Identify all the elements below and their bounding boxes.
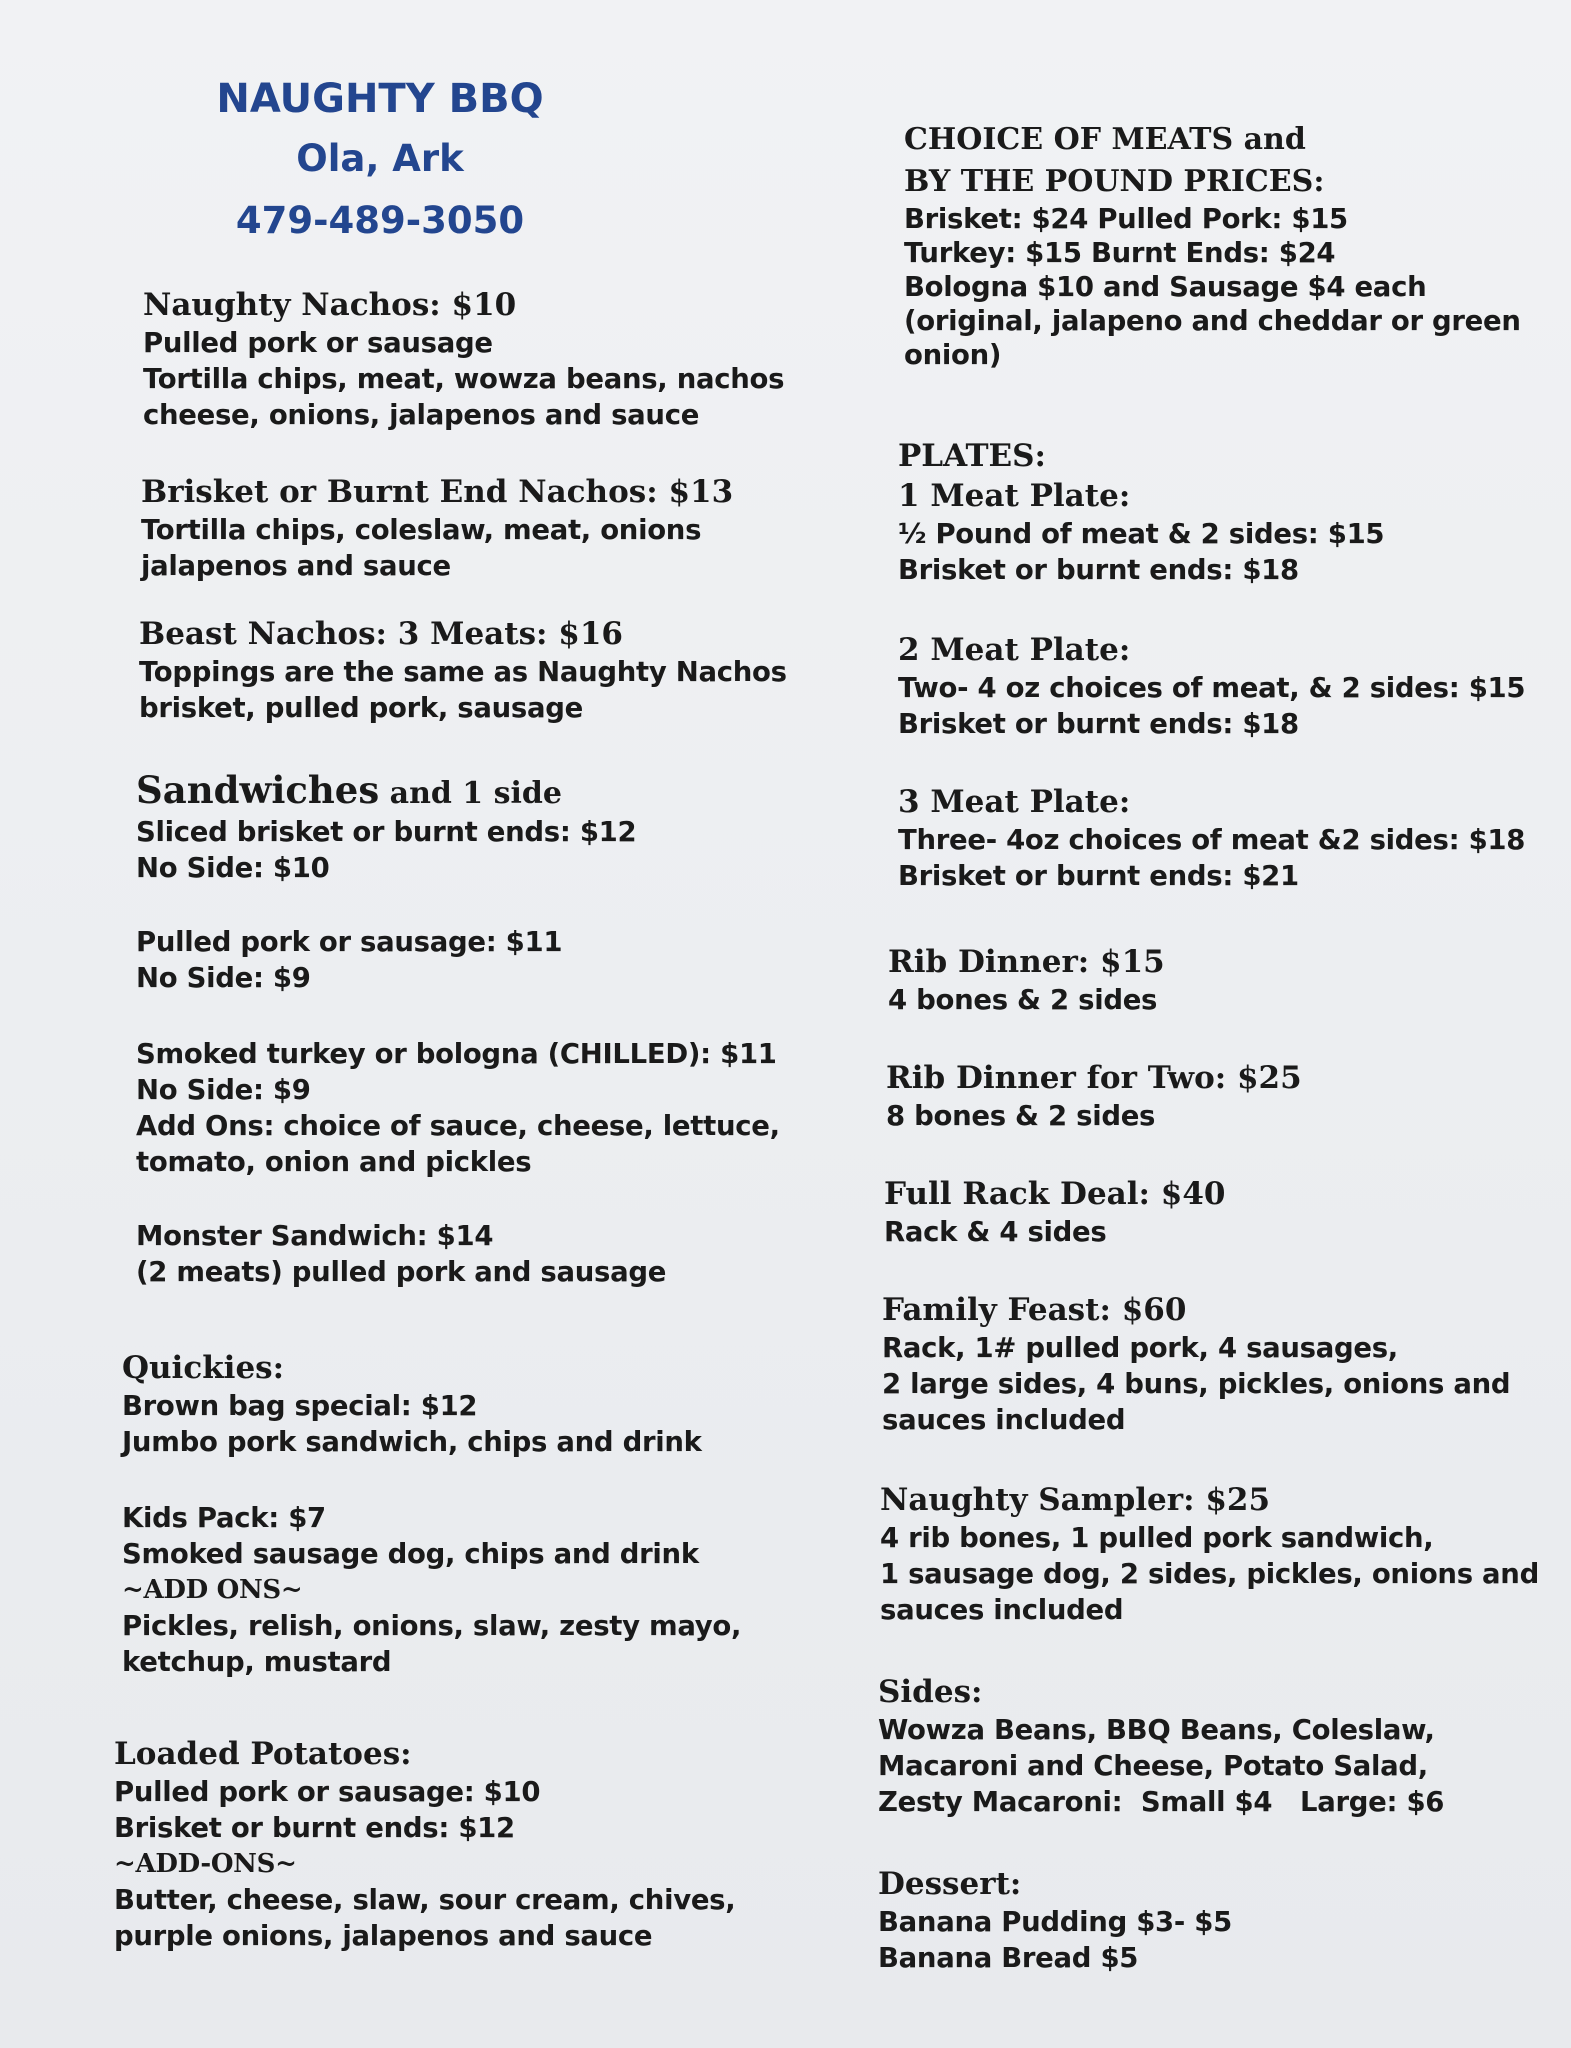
three-meat-plate-title: 3 Meat Plate:: [898, 784, 1131, 820]
naughty-sampler-section: [880, 1480, 1539, 1628]
item-line: Rack & 4 sides: [884, 1216, 1107, 1248]
sides-section: [878, 1672, 1444, 1820]
item-line: Tortilla chips, coleslaw, meat, onions: [141, 514, 702, 546]
sandwiches-title-rest: and 1 side: [379, 776, 562, 811]
section-title: Sides:: [878, 1674, 983, 1710]
item-line: Sliced brisket or burnt ends: $12: [136, 816, 637, 848]
section-title: Naughty Sampler: $25: [880, 1482, 1271, 1518]
item-line: Smoked sausage dog, chips and drink: [122, 1538, 699, 1570]
section-title: Loaded Potatoes:: [114, 1736, 412, 1772]
item-line: Three- 4oz choices of meat &2 sides: $18: [898, 824, 1526, 856]
restaurant-phone: 479-489-3050: [235, 199, 525, 242]
section-title: CHOICE OF MEATS and: [904, 122, 1306, 157]
section-title: Dessert:: [878, 1866, 1022, 1902]
item-line: Wowza Beans, BBQ Beans, Coleslaw,: [878, 1714, 1435, 1746]
quickies-section: [122, 1348, 741, 1680]
item-line: Two- 4 oz choices of meat, & 2 sides: $15: [898, 672, 1526, 704]
item-line: Brisket: $24 Pulled Pork: $15: [904, 203, 1348, 235]
dessert-section: [878, 1864, 1232, 1976]
item-line: Brown bag special: $12: [122, 1390, 478, 1422]
item-line: Pulled pork or sausage: $10: [114, 1776, 541, 1808]
one-meat-plate-title: 1 Meat Plate:: [898, 478, 1131, 514]
restaurant-header: [150, 70, 610, 252]
addons-label: ~ADD-ONS~: [114, 1849, 297, 1879]
item-line: Toppings are the same as Naughty Nachos: [139, 656, 787, 688]
item-line: Butter, cheese, slaw, sour cream, chives,: [114, 1884, 736, 1916]
section-title: [136, 770, 780, 814]
item-line: 4 bones & 2 sides: [888, 984, 1158, 1016]
addons-label: ~ADD ONS~: [122, 1575, 303, 1605]
item-line: No Side: $10: [136, 852, 330, 884]
item-line: Brisket or burnt ends: $18: [898, 554, 1299, 586]
item-line: 8 bones & 2 sides: [886, 1100, 1156, 1132]
item-line: Brisket or burnt ends: $21: [898, 860, 1299, 892]
item-line: Pulled pork or sausage: $11: [136, 926, 563, 958]
item-line: Bologna $10 and Sausage $4 each: [904, 271, 1427, 303]
family-feast-section: [882, 1290, 1510, 1438]
item-line: jalapenos and sauce: [141, 550, 451, 582]
item-line: ketchup, mustard: [122, 1646, 392, 1678]
item-line: ½ Pound of meat & 2 sides: $15: [898, 518, 1385, 550]
item-line: Tortilla chips, meat, wowza beans, nachos: [143, 363, 785, 395]
item-line: Banana Bread $5: [878, 1942, 1139, 1974]
item-line: Brisket or burnt ends: $18: [898, 708, 1299, 740]
item-line: Macaroni and Cheese, Potato Salad,: [878, 1750, 1428, 1782]
section-title: Full Rack Deal: $40: [884, 1176, 1226, 1212]
item-line: Turkey: $15 Burnt Ends: $24: [904, 237, 1336, 269]
section-title: Rib Dinner for Two: $25: [886, 1060, 1302, 1096]
item-line: No Side: $9: [136, 1074, 311, 1106]
sandwiches-section: [136, 770, 780, 1290]
loaded-potatoes-section: [114, 1734, 735, 1954]
item-line: 4 rib bones, 1 pulled pork sandwich,: [880, 1522, 1434, 1554]
rib-dinner-section: [888, 942, 1165, 1018]
item-line: Rack, 1# pulled pork, 4 sausages,: [882, 1332, 1398, 1364]
item-line: 1 sausage dog, 2 sides, pickles, onions and: [880, 1558, 1539, 1590]
item-line: onion): [904, 339, 1002, 371]
item-line: Monster Sandwich: $14: [136, 1220, 494, 1252]
rib-dinner-two-section: [886, 1058, 1302, 1134]
item-line: No Side: $9: [136, 962, 311, 994]
item-line: Pulled pork or sausage: [143, 327, 493, 359]
item-line: Zesty Macaroni: Small $4 Large: $6: [878, 1786, 1445, 1818]
item-line: (original, jalapeno and cheddar or green: [904, 305, 1521, 337]
section-title: PLATES:: [898, 438, 1046, 474]
two-meat-plate-title: 2 Meat Plate:: [898, 632, 1131, 668]
item-line: Pickles, relish, onions, slaw, zesty mayo,: [122, 1610, 742, 1642]
section-title: Rib Dinner: $15: [888, 944, 1165, 980]
item-line: purple onions, jalapenos and sauce: [114, 1920, 653, 1952]
section-title: BY THE POUND PRICES:: [904, 164, 1325, 199]
restaurant-name: NAUGHTY BBQ: [216, 76, 544, 122]
beast-nachos-section: [139, 614, 787, 726]
sandwiches-title-main: Sandwiches: [136, 768, 380, 812]
item-line: Jumbo pork sandwich, chips and drink: [122, 1426, 702, 1458]
item-line: tomato, onion and pickles: [136, 1146, 532, 1178]
item-line: Brisket or burnt ends: $12: [114, 1812, 515, 1844]
item-line: Smoked turkey or bologna (CHILLED): $11: [136, 1038, 777, 1070]
restaurant-location: Ola, Ark: [296, 137, 464, 180]
plates-section: [898, 436, 1525, 894]
item-line: sauces included: [882, 1404, 1126, 1436]
full-rack-section: [884, 1174, 1225, 1250]
section-title: Naughty Nachos: $10: [143, 287, 517, 323]
item-line: brisket, pulled pork, sausage: [139, 692, 583, 724]
item-line: (2 meats) pulled pork and sausage: [136, 1256, 667, 1288]
item-line: Kids Pack: $7: [122, 1502, 326, 1534]
section-title: Family Feast: $60: [882, 1292, 1187, 1328]
item-line: sauces included: [880, 1594, 1124, 1626]
item-line: 2 large sides, 4 buns, pickles, onions and: [882, 1368, 1511, 1400]
meats-section: [904, 118, 1521, 372]
item-line: Banana Pudding $3- $5: [878, 1906, 1232, 1938]
section-title: Brisket or Burnt End Nachos: $13: [141, 474, 734, 510]
brisket-nachos-section: [141, 472, 733, 584]
item-line: cheese, onions, jalapenos and sauce: [143, 399, 700, 431]
naughty-nachos-section: [143, 285, 784, 433]
section-title: Beast Nachos: 3 Meats: $16: [139, 616, 623, 652]
section-title: Quickies:: [122, 1350, 285, 1386]
item-line: Add Ons: choice of sauce, cheese, lettuce,: [136, 1110, 780, 1142]
